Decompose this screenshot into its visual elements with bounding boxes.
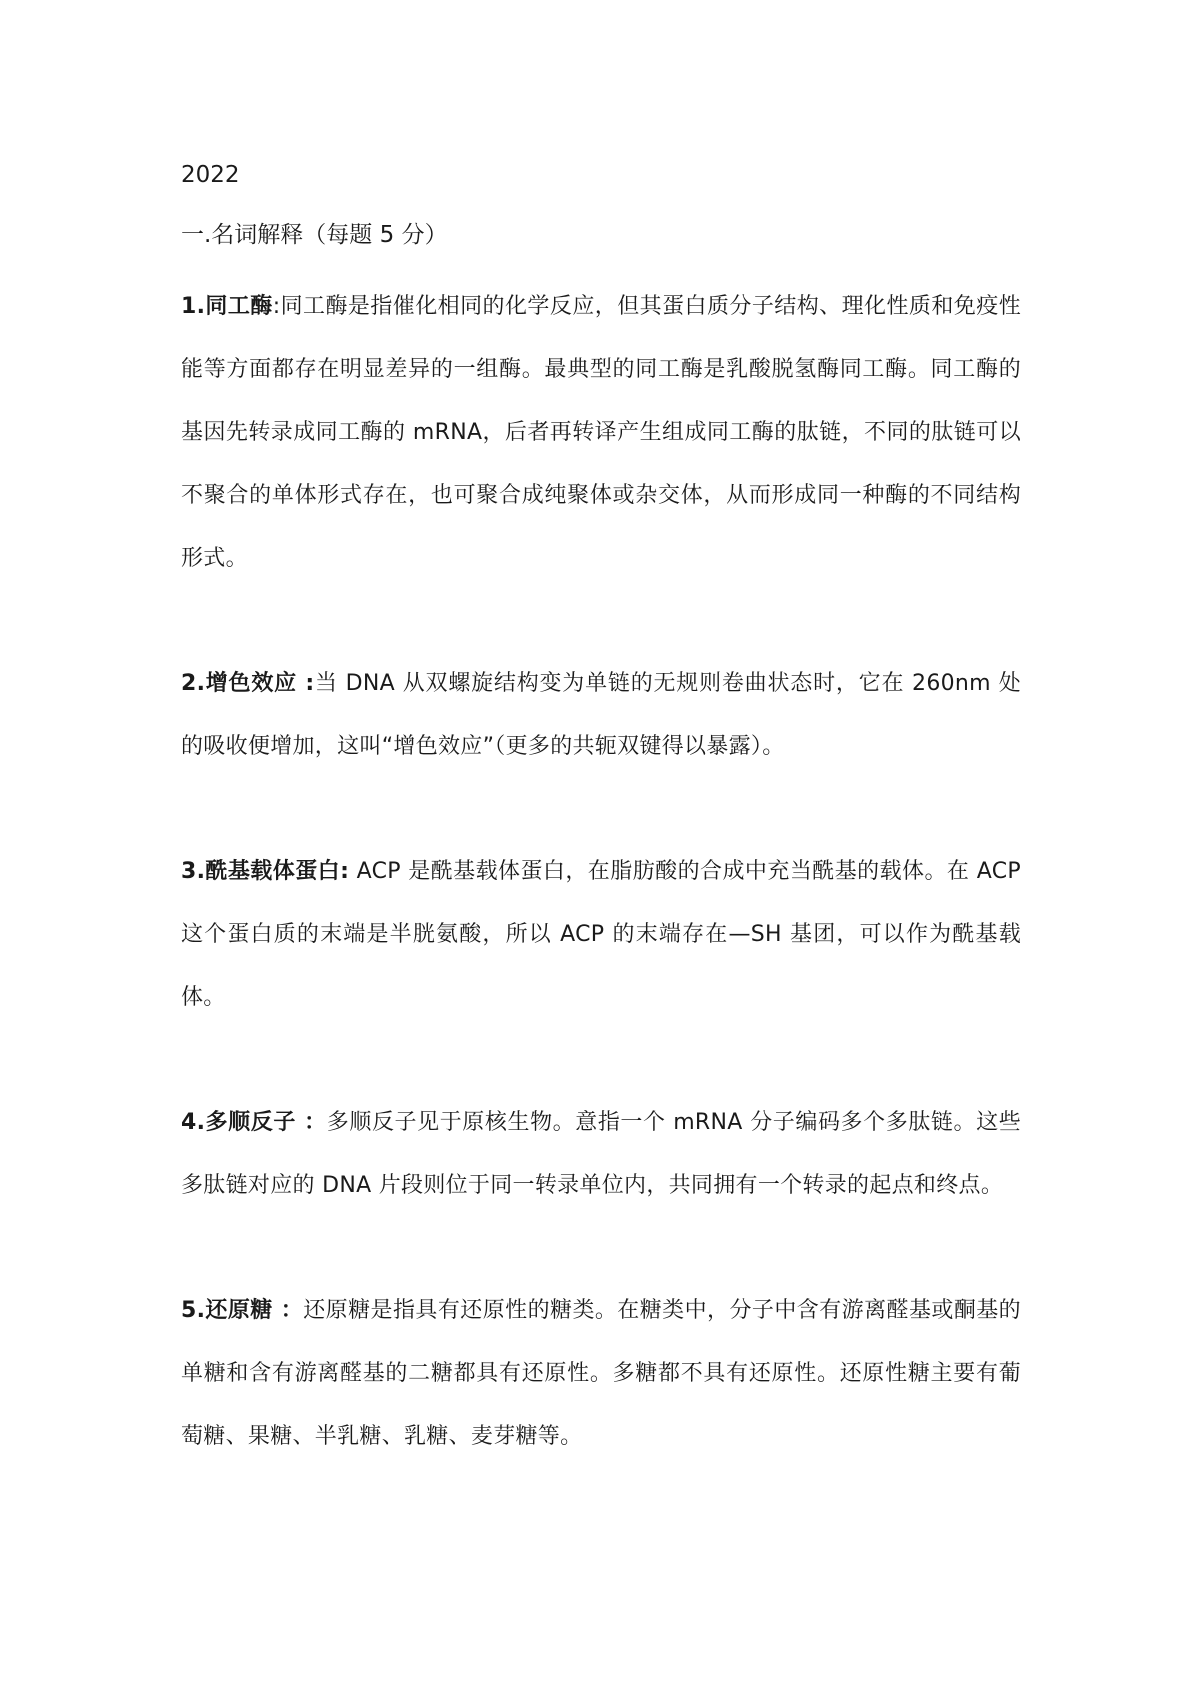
section-heading: 一.名词解释（每题 5 分） bbox=[181, 222, 448, 248]
document-year: 2022 bbox=[181, 162, 240, 188]
term-title: 4.多顺反子 ： bbox=[181, 1110, 327, 1135]
term-title: 2.增色效应 : bbox=[181, 671, 315, 696]
term-body: 当 DNA 从双螺旋结构变为单链的无规则卷曲状态时，它在 260nm 处的吸收便增加，这叫“增色效应”（更多的共轭双键得以暴露）。 bbox=[181, 671, 1021, 759]
term-hyperchromic-effect bbox=[181, 652, 1021, 778]
term-isozyme bbox=[181, 275, 1021, 590]
term-title: 5.还原糖 ： bbox=[181, 1298, 304, 1323]
document-content bbox=[181, 155, 1021, 1530]
term-body: :同工酶是指催化相同的化学反应，但其蛋白质分子结构、理化性质和免疫性能等方面都存在明显差异的一组酶。最典型的同工酶是乳酸脱氢酶同工酶。同工酶的基因先转录成同工酶的 mRNA，后者再转译产生组成同工酶的肽链，不同的肽链可以不聚合的单体形式存在，也可聚合成纯聚体或杂交体，从而形成同一种酶的不同结构形式。 bbox=[181, 294, 1021, 571]
term-body: ACP 是酰基载体蛋白，在脂肪酸的合成中充当酰基的载体。在 ACP 这个蛋白质的末端是半胱氨酸，所以 ACP 的末端存在—SH 基团，可以作为酰基载体。 bbox=[181, 859, 1022, 1010]
term-body: 还原糖是指具有还原性的糖类。在糖类中，分子中含有游离醛基或酮基的单糖和含有游离醛基的二糖都具有还原性。多糖都不具有还原性。还原性糖主要有葡萄糖、果糖、半乳糖、乳糖、麦芽糖等。 bbox=[181, 1298, 1021, 1449]
term-title: 1.同工酶 bbox=[181, 294, 273, 319]
term-reducing-sugar bbox=[181, 1279, 1021, 1468]
term-acyl-carrier-protein bbox=[181, 840, 1021, 1029]
term-polycistron bbox=[181, 1091, 1021, 1217]
term-title: 3.酰基载体蛋白: bbox=[181, 859, 350, 884]
term-body: 多顺反子见于原核生物。意指一个 mRNA 分子编码多个多肽链。这些多肽链对应的 DNA 片段则位于同一转录单位内，共同拥有一个转录的起点和终点。 bbox=[181, 1110, 1021, 1198]
